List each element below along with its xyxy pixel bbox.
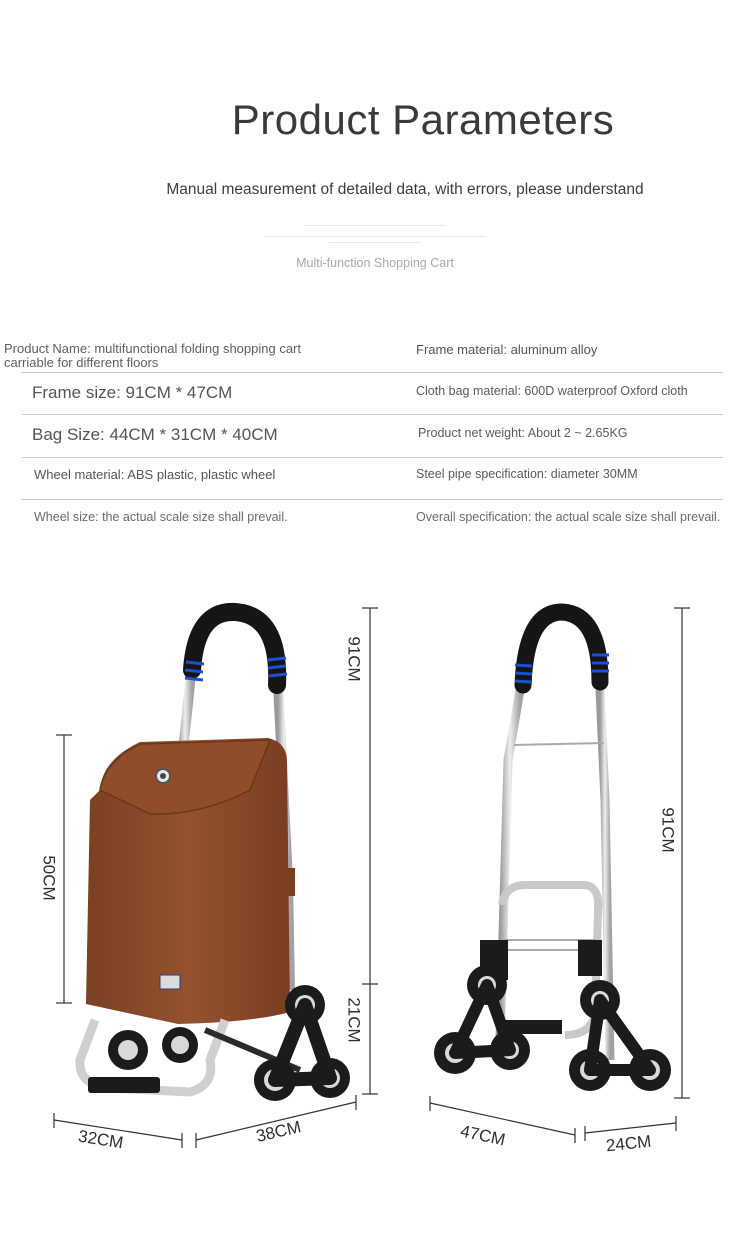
dim-wheel-height: 21CM — [344, 997, 364, 1043]
wheel-size: Wheel size: the actual scale size shall prevail. — [34, 510, 288, 524]
dim-left-depth: 32CM — [76, 1126, 125, 1153]
faint-text-line: ▁▁▁▁▁▁▁▁▁▁▁▁▁▁▁▁▁▁▁▁▁▁▁▁▁▁▁▁▁▁ — [328, 238, 422, 243]
right-cart-image — [434, 612, 671, 1091]
row-divider — [22, 414, 723, 415]
frame-material: Frame material: aluminum alloy — [416, 342, 598, 357]
product-caption: Multi-function Shopping Cart — [296, 256, 454, 270]
dim-left-width: 38CM — [254, 1117, 303, 1146]
left-cart-image — [80, 612, 350, 1101]
steel-pipe: Steel pipe specification: diameter 30MM — [416, 467, 638, 481]
dim-right-height: 91CM — [658, 807, 678, 853]
dim-left-height: 91CM — [344, 636, 364, 682]
overall-spec: Overall specification: the actual scale size shall prevail. — [416, 510, 721, 524]
frame-size: Frame size: 91CM * 47CM — [32, 383, 233, 402]
dim-bag-height: 50CM — [39, 855, 59, 901]
row-divider — [22, 499, 723, 500]
faint-text-line: ▁▁▁▁▁▁▁▁▁▁▁▁▁▁▁▁▁▁▁▁▁▁▁▁▁▁▁▁▁▁▁▁▁▁▁▁▁▁▁▁▁▁▁▁▁▁ — [304, 221, 446, 226]
cloth-bag-material: Cloth bag material: 600D waterproof Oxford cloth — [416, 384, 688, 398]
wheel-material: Wheel material: ABS plastic, plastic wheel — [34, 467, 276, 482]
net-weight: Product net weight: About 2 ~ 2.65KG — [418, 426, 628, 440]
dim-right-depth: 24CM — [605, 1131, 653, 1156]
faint-text-line: ▁▁▁▁▁▁▁▁▁▁▁▁▁▁▁▁▁▁▁▁▁▁▁▁▁▁▁▁▁▁▁▁▁▁▁▁▁▁▁▁▁▁▁▁▁▁▁▁▁▁▁▁▁▁▁▁▁▁▁▁▁▁▁▁▁▁▁▁▁▁▁▁ — [264, 232, 486, 237]
row-divider — [22, 372, 723, 373]
product-illustration — [0, 560, 750, 1180]
product-name: Product Name: multifunctional folding shopping cart carriable for different floors — [4, 341, 301, 370]
page-title: Product Parameters — [231, 96, 615, 143]
dim-right-width: 47CM — [458, 1121, 507, 1150]
row-divider — [22, 457, 723, 458]
bag-size: Bag Size: 44CM * 31CM * 40CM — [32, 425, 278, 444]
page-subtitle: Manual measurement of detailed data, with errors, please understand — [166, 181, 644, 198]
